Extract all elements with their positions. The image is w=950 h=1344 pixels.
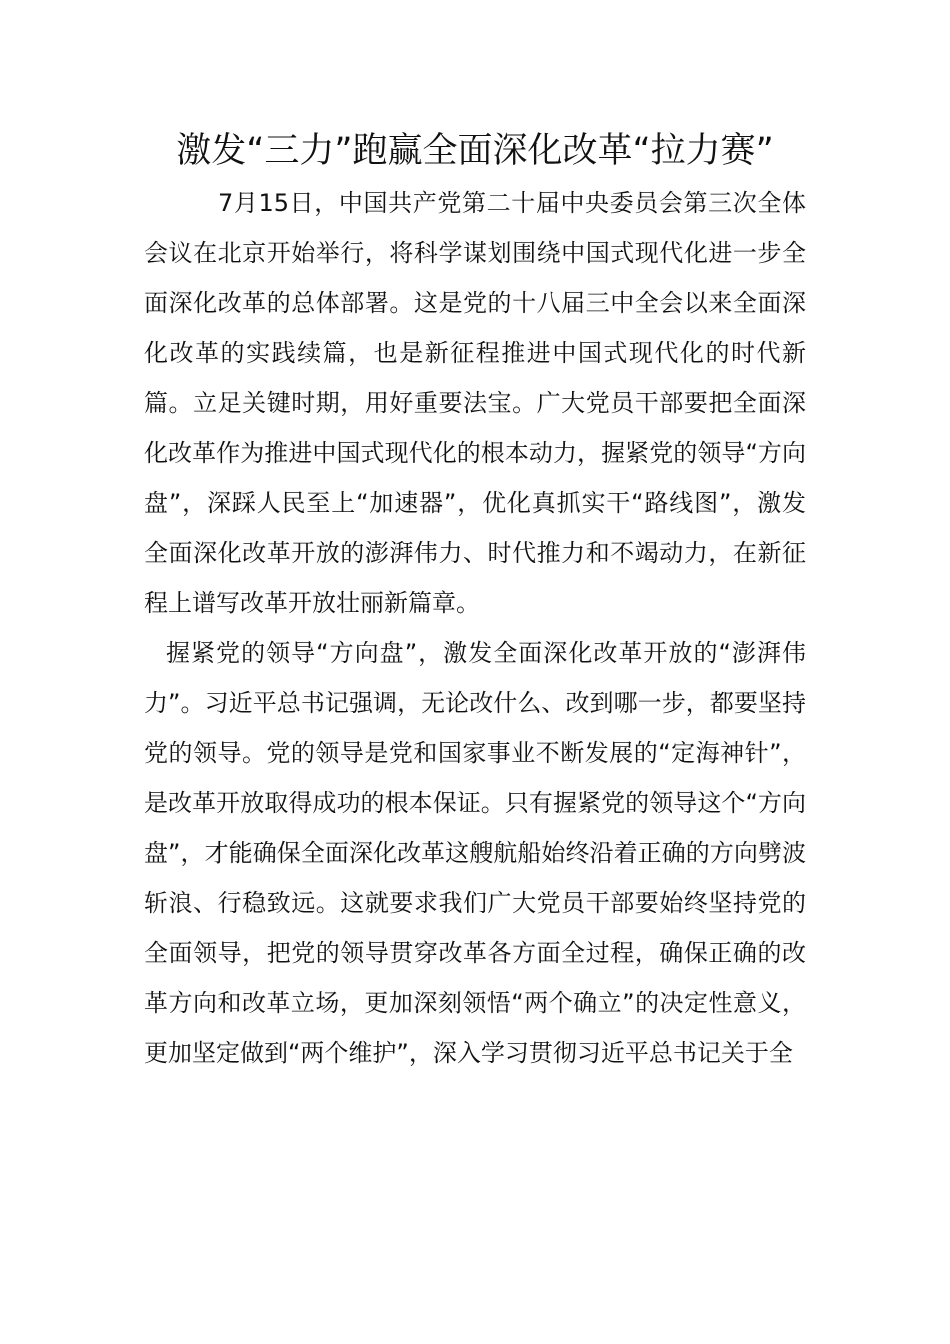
paragraph-intro: 7月15日，中国共产党第二十届中央委员会第三次全体会议在北京开始举行，将科学谋划围绕中国式现代化进一步全面深化改革的总体部署。这是党的十八届三中全会以来全面深化改革的实践续篇，也是新征程推进中国式现代化的时代新篇。立足关键时期，用好重要法宝。广大党员干部要把全面深化改革作为推进中国式现代化的根本动力，握紧党的领导“方向盘”，深踩人民至上“加速器”，优化真抓实干“路线图”，激发全面深化改革开放的澎湃伟力、时代推力和不竭动力，在新征程上谱写改革开放壮丽新篇章。 [144,189,806,617]
document-title: 激发“三力”跑赢全面深化改革“拉力赛” [176,131,774,171]
document-page [144,126,806,1078]
document-body [144,178,806,1078]
paragraph-party-leadership: 握紧党的领导“方向盘”，激发全面深化改革开放的“澎湃伟力”。习近平总书记强调，无论改什么、改到哪一步，都要坚持党的领导。党的领导是党和国家事业不断发展的“定海神针”，是改革开放取得成功的根本保证。只有握紧党的领导这个“方向盘”，才能确保全面深化改革这艘航船始终沿着正确的方向劈波斩浪、行稳致远。这就要求我们广大党员干部要始终坚持党的全面领导，把党的领导贯穿改革各方面全过程，确保正确的改革方向和改革立场，更加深刻领悟“两个确立”的决定性意义，更加坚定做到“两个维护”，深入学习贯彻习近平总书记关于全 [144,639,806,1067]
